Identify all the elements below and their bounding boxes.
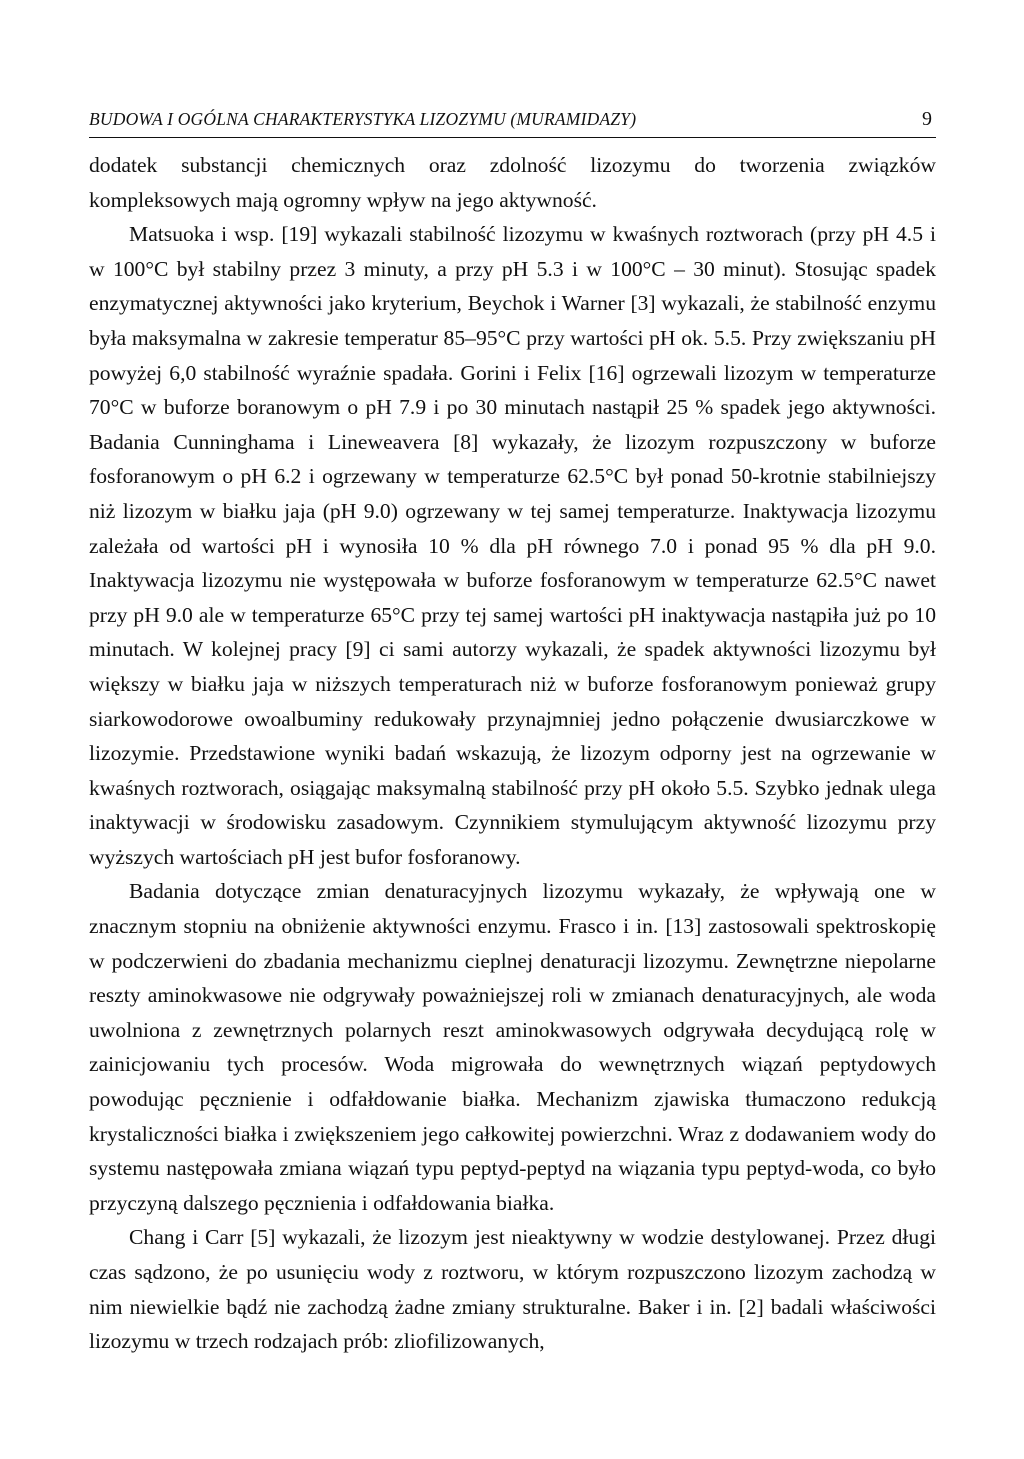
body-text xyxy=(89,148,936,1359)
page-number: 9 xyxy=(922,108,932,130)
running-header xyxy=(89,108,936,138)
paragraph-chang-carr: Chang i Carr [5] wykazali, że lizozym jest nieaktywny w wodzie destylowanej. Przez długi czas sądzono, że po usunięciu wody z roztworu, w którym rozpuszczono lizozym zachodzą w nim niewielkie bądź nie zachodzą żadne zmiany strukturalne. Baker i in. [2] badali właściwości lizozymu w trzech rodzajach prób: zliofilizowanych, xyxy=(89,1225,936,1354)
paragraph-continuation: dodatek substancji chemicznych oraz zdolność lizozymu do tworzenia związków kompleksowych mają ogromny wpływ na jego aktywność. xyxy=(89,153,936,212)
paragraph-denaturation: Badania dotyczące zmian denaturacyjnych lizozymu wykazały, że wpływają one w znacznym stopniu na obniżenie aktywności enzymu. Frasco i in. [13] zastosowali spektroskopię w podczerwieni do zbadania mechanizmu cieplnej denaturacji lizozymu. Zewnętrzne niepolarne reszty aminokwasowe nie odgrywały poważniejszej roli w zmianach denaturacyjnych, ale woda uwolniona z zewnętrznych polarnych reszt aminokwasowych odgrywała decydującą rolę w zainicjowaniu tych procesów. Woda migrowała do wewnętrznych wiązań peptydowych powodując pęcznienie i odfałdowanie białka. Mechanizm zjawiska tłumaczono redukcją krystaliczności białka i zwiększeniem jego całkowitej powierzchni. Wraz z dodawaniem wody do systemu następowała zmiana wiązań typu peptyd-peptyd na wiązania typu peptyd-woda, co było przyczyną dalszego pęcznienia i odfałdowania białka. xyxy=(89,879,936,1215)
paragraph-matsuoka: Matsuoka i wsp. [19] wykazali stabilność lizozymu w kwaśnych roztworach (przy pH 4.5 i w 100°C był stabilny przez 3 minuty, a przy pH 5.3 i w 100°C – 30 minut). Stosując spadek enzymatycznej aktywności jako kryterium, Beychok i Warner [3] wykazali, że stabilność enzymu była maksymalna w zakresie temperatur 85–95°C przy wartości pH ok. 5.5. Przy zwiększaniu pH powyżej 6,0 stabilność wyraźnie spadała. Gorini i Felix [16] ogrzewali lizozym w temperaturze 70°C w buforze boranowym o pH 7.9 i po 30 minutach nastąpił 25 % spadek jego aktywności. Badania Cunninghama i Lineweavera [8] wykazały, że lizozym rozpuszczony w buforze fosforanowym o pH 6.2 i ogrzewany w temperaturze 62.5°C był ponad 50-krotnie stabilniejszy niż lizozym w białku jaja (pH 9.0) ogrzewany w tej samej temperaturze. Inaktywacja lizozymu zależała od wartości pH i wynosiła 10 % dla pH równego 7.0 i ponad 95 % dla pH 9.0. Inaktywacja lizozymu nie występowała w buforze fosforanowym w temperaturze 62.5°C nawet przy pH 9.0 ale w temperaturze 65°C przy tej samej wartości pH inaktywacja nastąpiła już po 10 minutach. W kolejnej pracy [9] ci sami autorzy wykazali, że spadek aktywności lizozymu był większy w białku jaja w niższych temperaturach niż w buforze fosforanowym ponieważ grupy siarkowodorowe owoalbuminy redukowały przynajmniej jedno połączenie dwusiarczkowe w lizozymie. Przedstawione wyniki badań wskazują, że lizozym odporny jest na ogrzewanie w kwaśnych roztworach, osiągając maksymalną stabilność przy pH około 5.5. Szybko jednak ulega inaktywacji w środowisku zasadowym. Czynnikiem stymulującym aktywność lizozymu przy wyższych wartościach pH jest bufor fosforanowy. xyxy=(89,222,936,869)
running-title: BUDOWA I OGÓLNA CHARAKTERYSTYKA LIZOZYMU (MURAMIDAZY) xyxy=(89,109,637,129)
document-page xyxy=(89,108,936,1359)
